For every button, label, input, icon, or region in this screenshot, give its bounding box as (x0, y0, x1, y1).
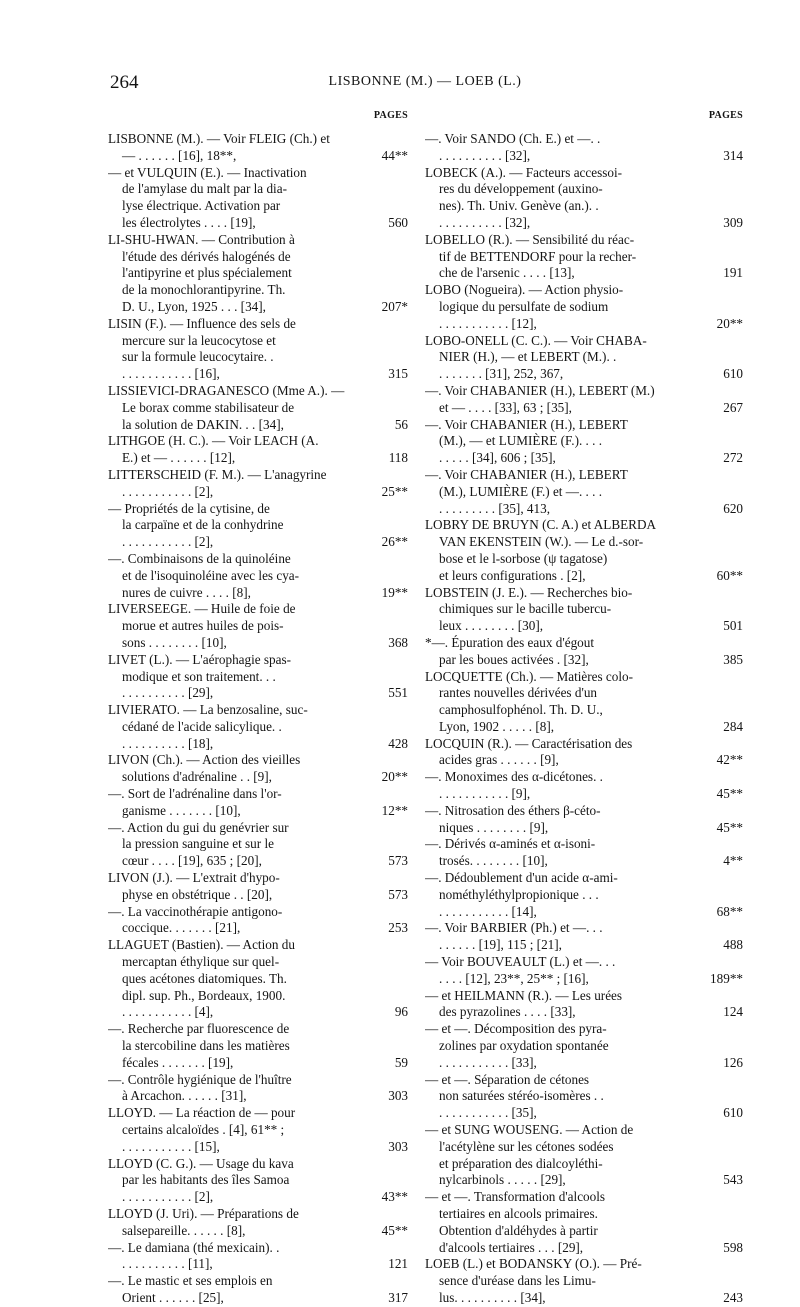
entry-line: trosés. . . . . . . . [10], (439, 853, 548, 869)
entry-line: *—. Épuration des eaux d'égout (425, 634, 595, 650)
entry-line: morue et autres huiles de pois- (122, 618, 284, 634)
entry-line: VAN EKENSTEIN (W.). — Le d.-sor- (439, 534, 644, 550)
page-reference: 303 (388, 1088, 408, 1104)
entry-line: ganisme . . . . . . . [10], (122, 802, 241, 818)
entry-line: non saturées stéréo-isomères . . (439, 1088, 604, 1104)
entry-line: la stercobiline dans les matières (122, 1038, 290, 1054)
index-entry (425, 467, 743, 517)
entry-line: sur la formule leucocytaire. . (122, 349, 274, 365)
entry-line: —. Sort de l'adrénaline dans l'or- (108, 786, 282, 802)
entry-line: LIVIERATO. — La benzosaline, suc- (108, 702, 308, 718)
entry-line: acides gras . . . . . . [9], (439, 752, 559, 768)
entry-line: LITHGOE (H. C.). — Voir LEACH (A. (108, 433, 319, 449)
entry-line: l'antipyrine et plus spécialement (122, 265, 292, 281)
entry-line: nylcarbinols . . . . . [29], (439, 1172, 566, 1188)
entry-line: tif de BETTENDORF pour la recher- (439, 248, 637, 264)
page-reference: 560 (388, 214, 408, 230)
index-entry (425, 920, 743, 954)
entry-line: . . . . [12], 23**, 25** ; [16], (439, 970, 589, 986)
index-entry (425, 131, 743, 165)
index-entry (108, 752, 408, 786)
page-reference: 551 (388, 685, 408, 701)
index-entry (108, 1156, 408, 1206)
entry-line: —. Nitrosation des éthers β-céto- (425, 802, 601, 818)
entry-line: (M.), LUMIÈRE (F.) et —. . . . (439, 483, 603, 499)
entry-line: par les habitants des îles Samoa (122, 1172, 290, 1188)
entry-line: . . . . . . . . . . [11], (122, 1256, 213, 1272)
entry-line: LISIN (F.). — Influence des sels de (108, 315, 296, 331)
entry-list (425, 131, 743, 1307)
page-reference: 314 (723, 147, 743, 163)
page-reference: 126 (723, 1054, 743, 1070)
page-reference: 207* (381, 298, 408, 314)
page-reference: 488 (723, 937, 743, 953)
entry-line: —. Voir CHABANIER (H.), LEBERT (425, 466, 628, 482)
entry-line: de la monochlorantipyrine. Th. (122, 282, 286, 298)
entry-line: —. Voir BARBIER (Ph.) et —. . . (425, 920, 603, 936)
page-reference: 315 (388, 366, 408, 382)
entry-line: — et SUNG WOUSENG. — Action de (425, 1122, 634, 1138)
index-entry (108, 652, 408, 702)
index-entry (108, 702, 408, 752)
page-reference: 4** (723, 853, 743, 869)
entry-line: LOBO-ONELL (C. C.). — Voir CHABA- (425, 332, 647, 348)
index-entry (425, 1021, 743, 1071)
entry-line: — et —. Décomposition des pyra- (425, 1021, 607, 1037)
entry-line: leux . . . . . . . . [30], (439, 618, 544, 634)
entry-line: . . . . . . . [31], 252, 367, (439, 366, 564, 382)
entry-line: D. U., Lyon, 1925 . . . [34], (122, 298, 266, 314)
entry-line: . . . . . . . . . . . [2], (122, 534, 214, 550)
index-entry (108, 1206, 408, 1240)
entry-line: LI-SHU-HWAN. — Contribution à (108, 231, 295, 247)
index-entry (425, 954, 743, 988)
entry-line: fécales . . . . . . . [19], (122, 1054, 234, 1070)
entry-line: et préparation des dialcoyléthi- (439, 1155, 603, 1171)
entry-line: . . . . . . . . . . . [16], (122, 366, 220, 382)
page-reference: 189** (710, 970, 743, 986)
index-entry (108, 551, 408, 601)
index-entry (425, 517, 743, 584)
index-entry (108, 165, 408, 232)
index-entry (108, 1072, 408, 1106)
entry-line: cœur . . . . [19], 635 ; [20], (122, 853, 262, 869)
page-reference: 543 (723, 1172, 743, 1188)
entry-line: Lyon, 1902 . . . . . [8], (439, 718, 555, 734)
entry-line: nométhyléthylpropionique . . . (439, 886, 599, 902)
entry-line: lyse électrique. Activation par (122, 198, 281, 214)
entry-line: niques . . . . . . . . [9], (439, 819, 549, 835)
entry-line: che de l'arsenic . . . . [13], (439, 265, 575, 281)
index-entry (108, 1105, 408, 1155)
index-entry (108, 383, 408, 433)
index-entry (108, 820, 408, 870)
index-entry (425, 769, 743, 803)
entry-line: Obtention d'aldéhydes à partir (439, 1222, 598, 1238)
page-reference: 124 (723, 1004, 743, 1020)
entry-line: et leurs configurations . [2], (439, 567, 586, 583)
page-reference: 59 (394, 1054, 408, 1070)
entry-line: dipl. sup. Ph., Bordeaux, 1900. (122, 987, 286, 1003)
entry-line: LIVET (L.). — L'aérophagie spas- (108, 651, 292, 667)
index-entry (425, 383, 743, 417)
entry-line: —. Monoximes des α-dicétones. . (425, 769, 603, 785)
entry-line: —. Voir SANDO (Ch. E.) et —. . (425, 131, 601, 146)
page-reference: 20** (716, 315, 743, 331)
entry-line: tertiaires en alcools primaires. (439, 1206, 598, 1221)
entry-line: LISSIEVICI-DRAGANESCO (Mme A.). — (108, 382, 345, 398)
entry-line: certains alcaloïdes . [4], 61** ; (122, 1122, 285, 1138)
entry-line: —. Dédoublement d'un acide α-ami- (425, 870, 618, 886)
entry-line: LOBO (Nogueira). — Action physio- (425, 282, 624, 298)
page-reference: 45** (716, 819, 743, 835)
entry-line: l'acétylène sur les cétones sodées (439, 1138, 614, 1154)
running-title: LISBONNE (M.) — LOEB (L.) (328, 74, 522, 89)
entry-line: . . . . . . . . . . . [2], (122, 1189, 214, 1205)
page-reference: 610 (723, 1105, 743, 1121)
entry-list (108, 131, 408, 1307)
page-reference: 303 (388, 1138, 408, 1154)
page-reference: 26** (381, 534, 408, 550)
entry-line: et — . . . . [33], 63 ; [35], (439, 399, 572, 415)
page-reference: 620 (723, 500, 743, 516)
index-entry (108, 131, 408, 165)
page-reference: 45** (381, 1222, 408, 1238)
entry-line: d'alcools tertiaires . . . [29], (439, 1239, 584, 1255)
entry-line: la solution de DAKIN. . . [34], (122, 416, 284, 432)
page-reference: 243 (723, 1289, 743, 1305)
entry-line: et de l'isoquinoléine avec les cya- (122, 567, 300, 583)
entry-line: LOBRY DE BRUYN (C. A.) et ALBERDA (425, 517, 657, 533)
entry-line: rantes nouvelles dérivées d'un (439, 685, 598, 701)
entry-line: physe en obstétrique . . [20], (122, 886, 273, 902)
entry-line: logique du persulfate de sodium (439, 298, 609, 314)
index-entry (108, 786, 408, 820)
entry-line: —. Recherche par fluorescence de (108, 1021, 290, 1037)
entry-line: des pyrazolines . . . . [33], (439, 1004, 576, 1020)
index-entry (425, 836, 743, 870)
index-entry (425, 988, 743, 1022)
entry-line: . . . . . . . . . . [29], (122, 685, 214, 701)
entry-line: LOBELLO (R.). — Sensibilité du réac- (425, 231, 635, 247)
page-reference: 45** (716, 786, 743, 802)
entry-line: LOCQUETTE (Ch.). — Matières colo- (425, 668, 634, 684)
page-reference: 272 (723, 450, 743, 466)
entry-line: . . . . . . . . . . . [35], (439, 1105, 537, 1121)
entry-line: . . . . . . . . . . . [2], (122, 483, 214, 499)
page-reference: 42** (716, 752, 743, 768)
entry-line: sence d'uréase dans les Limu- (439, 1273, 596, 1289)
index-entry (108, 1273, 408, 1307)
index-entry (425, 736, 743, 770)
page-reference: 368 (388, 634, 408, 650)
entry-line: — et —. Séparation de cétones (425, 1071, 590, 1087)
entry-line: . . . . . . [19], 115 ; [21], (439, 937, 562, 953)
entry-line: la carpaïne et de la conhydrine (122, 517, 284, 533)
entry-line: . . . . . . . . . . . [15], (122, 1138, 220, 1154)
entry-line: LOEB (L.) et BODANSKY (O.). — Pré- (425, 1256, 642, 1272)
entry-line: . . . . . [34], 606 ; [35], (439, 450, 556, 466)
index-entry (425, 165, 743, 232)
entry-line: — Propriétés de la cytisine, de (108, 500, 270, 516)
page-reference: 68** (716, 903, 743, 919)
entry-line: de l'amylase du malt par la dia- (122, 181, 287, 197)
entry-line: sons . . . . . . . . [10], (122, 634, 227, 650)
entry-line: modique et son traitement. . . (122, 668, 276, 684)
entry-line: LIVERSEEGE. — Huile de foie de (108, 601, 296, 617)
index-entry (425, 417, 743, 467)
entry-line: Orient . . . . . . [25], (122, 1289, 224, 1305)
entry-line: LOBSTEIN (J. E.). — Recherches bio- (425, 584, 633, 600)
index-entry (425, 669, 743, 736)
index-entry (108, 904, 408, 938)
pages-header: PAGES (373, 110, 408, 121)
entry-line: camphosulfophénol. Th. D. U., (439, 702, 603, 718)
entry-line: LIVON (J.). — L'extrait d'hypo- (108, 870, 280, 886)
entry-line: zolines par oxydation spontanée (439, 1038, 609, 1054)
entry-line: LLOYD (C. G.). — Usage du kava (108, 1155, 294, 1171)
index-entry (108, 433, 408, 467)
page-reference: 501 (723, 618, 743, 634)
page-reference: 317 (388, 1289, 408, 1305)
page-reference: 309 (723, 214, 743, 230)
entry-line: bose et le l-sorbose (ψ tagatose) (439, 550, 608, 566)
index-entry (108, 1021, 408, 1071)
page-header (110, 72, 740, 94)
page-reference: 56 (394, 416, 408, 432)
entry-line: —. La vaccinothérapie antigono- (108, 903, 283, 919)
entry-line: LLAGUET (Bastien). — Action du (108, 937, 295, 953)
entry-line: . . . . . . . . . . . [9], (439, 786, 531, 802)
entry-line: . . . . . . . . . . . [33], (439, 1054, 537, 1070)
index-entry (108, 467, 408, 501)
page-reference: 118 (388, 450, 408, 466)
page-reference: 385 (723, 651, 743, 667)
entry-line: —. Le mastic et ses emplois en (108, 1273, 273, 1289)
pages-header: PAGES (708, 110, 743, 121)
index-entry (108, 501, 408, 551)
entry-line: LITTERSCHEID (F. M.). — L'anagyrine (108, 466, 327, 482)
index-entry (425, 803, 743, 837)
index-entry (425, 1256, 743, 1306)
entry-line: LLOYD. — La réaction de — pour (108, 1105, 296, 1121)
entry-line: mercaptan éthylique sur quel- (122, 954, 280, 970)
page-reference: 428 (388, 735, 408, 751)
entry-line: coccique. . . . . . . [21], (122, 920, 241, 936)
page-reference: 191 (723, 265, 743, 281)
index-entry (108, 232, 408, 316)
entry-line: E.) et — . . . . . . [12], (122, 450, 236, 466)
entry-line: par les boues activées . [32], (439, 651, 589, 667)
index-entry (108, 870, 408, 904)
entry-line: —. Contrôle hygiénique de l'huître (108, 1071, 292, 1087)
entry-line: . . . . . . . . . . . [14], (439, 903, 537, 919)
page-reference: 598 (723, 1239, 743, 1255)
entry-line: . . . . . . . . . . . [4], (122, 1004, 214, 1020)
entry-line: res du développement (auxino- (439, 181, 603, 197)
entry-line: nes). Th. Univ. Genève (an.). . (439, 198, 599, 214)
entry-line: NIER (H.), — et LEBERT (M.). . (439, 349, 617, 365)
index-entry (425, 282, 743, 332)
entry-line: . . . . . . . . . . [18], (122, 735, 214, 751)
page-reference: 284 (723, 718, 743, 734)
page-reference: 573 (388, 853, 408, 869)
index-entry (108, 316, 408, 383)
entry-line: —. Voir CHABANIER (H.), LEBERT (425, 416, 628, 432)
entry-line: — . . . . . . [16], 18**, (122, 147, 237, 163)
page-reference: 12** (381, 802, 408, 818)
index-entry (108, 1240, 408, 1274)
entry-line: . . . . . . . . . . . [12], (439, 315, 537, 331)
page-reference: 60** (716, 567, 743, 583)
entry-line: LOBECK (A.). — Facteurs accessoi- (425, 164, 623, 180)
page-reference: 96 (394, 1004, 408, 1020)
entry-line: nures de cuivre . . . . [8], (122, 584, 251, 600)
page-reference: 25** (381, 483, 408, 499)
page-reference: 44** (381, 147, 408, 163)
entry-line: lus. . . . . . . . . . [34], (439, 1289, 546, 1305)
entry-line: cédané de l'acide salicylique. . (122, 718, 282, 734)
entry-line: —. Dérivés α-aminés et α-isoni- (425, 836, 596, 852)
entry-line: — Voir BOUVEAULT (L.) et —. . . (425, 954, 616, 970)
page-reference: 253 (388, 920, 408, 936)
page-number: 264 (110, 72, 139, 93)
entry-line: LISBONNE (M.). — Voir FLEIG (Ch.) et (108, 131, 330, 146)
index-entry (425, 870, 743, 920)
entry-line: l'étude des dérivés halogénés de (122, 248, 291, 264)
index-entry (425, 1189, 743, 1256)
entry-line: . . . . . . . . . . [32], (439, 214, 531, 230)
page-reference: 121 (388, 1256, 408, 1272)
entry-line: —. Le damiana (thé mexicain). . (108, 1239, 280, 1255)
entry-line: — et VULQUIN (E.). — Inactivation (108, 164, 307, 180)
entry-line: LLOYD (J. Uri). — Préparations de (108, 1206, 299, 1221)
entry-line: à Arcachon. . . . . . [31], (122, 1088, 247, 1104)
entry-line: chimiques sur le bacille tubercu- (439, 601, 612, 617)
entry-line: la pression sanguine et sur le (122, 836, 274, 852)
page-reference: 610 (723, 366, 743, 382)
index-entry (425, 333, 743, 383)
entry-line: — et —. Transformation d'alcools (425, 1189, 606, 1205)
index-entry (425, 1122, 743, 1189)
entry-line: salsepareille. . . . . . [8], (122, 1222, 246, 1238)
entry-line: ques acétones diatomiques. Th. (122, 970, 287, 986)
page-reference: 267 (723, 399, 743, 415)
entry-line: Le borax comme stabilisateur de (122, 399, 295, 415)
index-entry (108, 937, 408, 1021)
index-entry (425, 585, 743, 635)
page-reference: 19** (381, 584, 408, 600)
entry-line: mercure sur la leucocytose et (122, 332, 276, 348)
entry-line: —. Action du gui du genévrier sur (108, 819, 289, 835)
index-entry (425, 635, 743, 669)
entry-line: —. Voir CHABANIER (H.), LEBERT (M.) (425, 382, 655, 398)
entry-line: solutions d'adrénaline . . [9], (122, 769, 272, 785)
page-reference: 20** (381, 769, 408, 785)
page-reference: 43** (381, 1189, 408, 1205)
entry-line: les électrolytes . . . . [19], (122, 214, 256, 230)
entry-line: (M.), — et LUMIÈRE (F.). . . . (439, 433, 603, 449)
entry-line: — et HEILMANN (R.). — Les urées (425, 987, 623, 1003)
index-entry (425, 1072, 743, 1122)
entry-line: —. Combinaisons de la quinoléine (108, 550, 291, 566)
entry-line: LOCQUIN (R.). — Caractérisation des (425, 735, 633, 751)
entry-line: LIVON (Ch.). — Action des vieilles (108, 752, 301, 768)
index-entry (108, 601, 408, 651)
index-entry (425, 232, 743, 282)
entry-line: . . . . . . . . . [35], 413, (439, 500, 550, 516)
entry-line: . . . . . . . . . . [32], (439, 147, 531, 163)
page-reference: 573 (388, 886, 408, 902)
